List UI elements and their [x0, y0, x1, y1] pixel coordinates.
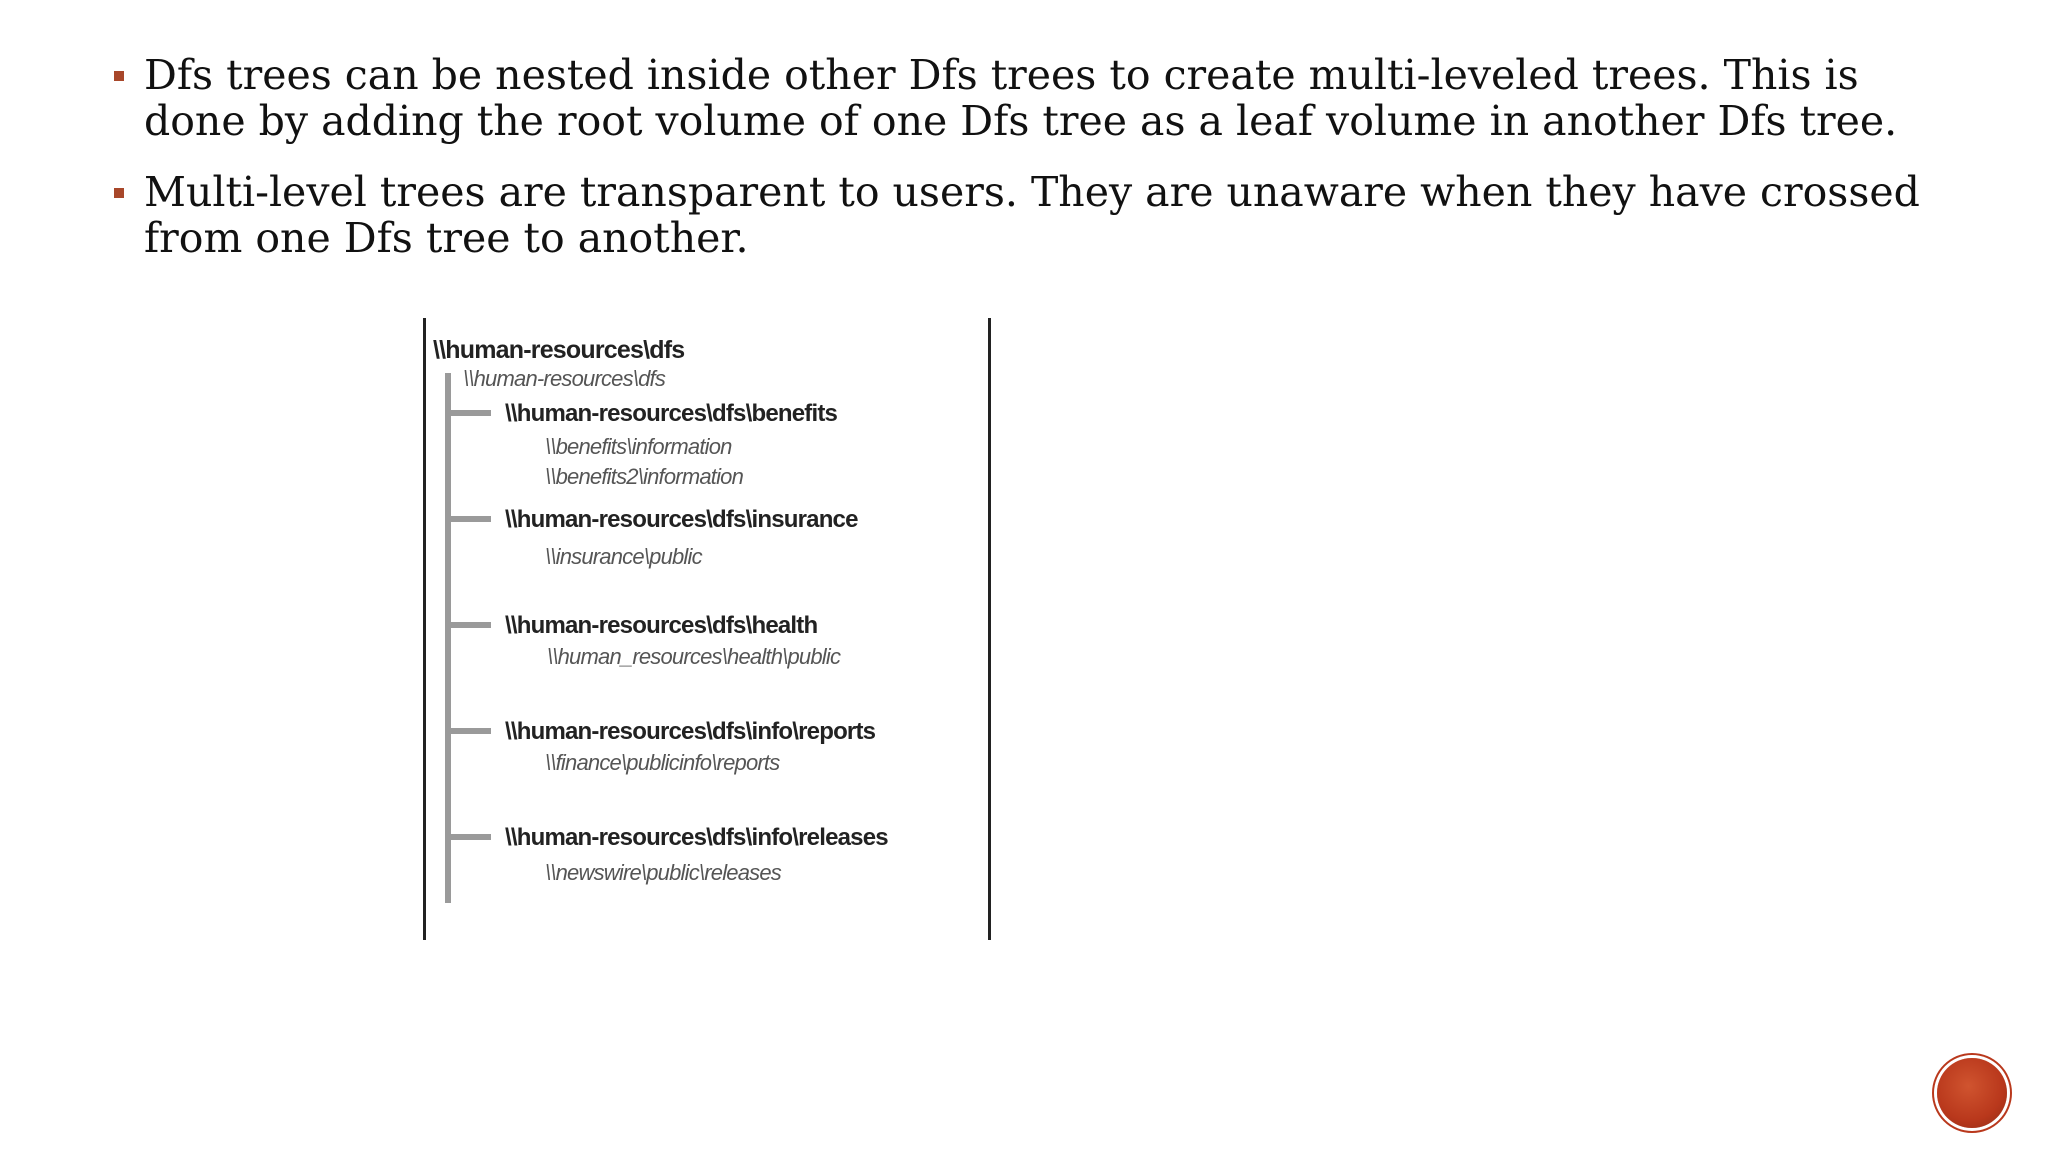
tree-target: \\newswire\public\releases: [545, 860, 781, 885]
tree-node-benefits: \\human-resources\dfs\benefits: [505, 400, 838, 427]
dfs-tree-diagram: [423, 318, 993, 940]
tree-target: \\benefits\information: [545, 434, 732, 459]
frame-line-right: [988, 318, 991, 940]
frame-line-left: [423, 318, 426, 940]
tree-root-share: \\human-resources\dfs: [463, 366, 666, 391]
bullet-item: [112, 52, 1932, 144]
tree-branch-line: [445, 410, 491, 416]
tree-branch-line: [445, 622, 491, 628]
tree-node-insurance: \\human-resources\dfs\insurance: [505, 506, 858, 533]
tree-node-info-releases: \\human-resources\dfs\info\releases: [505, 824, 888, 851]
tree-target: \\human_resources\health\public: [547, 644, 841, 669]
bullet-text: Dfs trees can be nested inside other Dfs trees to create multi-leveled trees. This is done by adding the root volume of one Dfs tree as a leaf volume in another Dfs tree.: [144, 51, 1898, 145]
bullet-text: Multi-level trees are transparent to users. They are unaware when they have crossed from one Dfs tree to another.: [144, 168, 1920, 262]
tree-branch-line: [445, 516, 491, 522]
tree-root-label: \\human-resources\dfs: [433, 336, 685, 364]
tree-target: \\insurance\public: [545, 544, 702, 569]
tree-trunk-line: [445, 373, 451, 903]
tree-branch-line: [445, 834, 491, 840]
bullet-list: [112, 52, 1932, 261]
tree-target: \\finance\publicinfo\reports: [545, 750, 780, 775]
circle-nav-icon[interactable]: [1937, 1058, 2007, 1128]
tree-node-info-reports: \\human-resources\dfs\info\reports: [505, 718, 876, 745]
tree-target: \\benefits2\information: [545, 464, 744, 489]
tree-node-health: \\human-resources\dfs\health: [505, 612, 818, 639]
bullet-item: [112, 169, 1932, 261]
bullet-marker-icon: [114, 188, 124, 198]
tree-branch-line: [445, 728, 491, 734]
bullet-marker-icon: [114, 71, 124, 81]
